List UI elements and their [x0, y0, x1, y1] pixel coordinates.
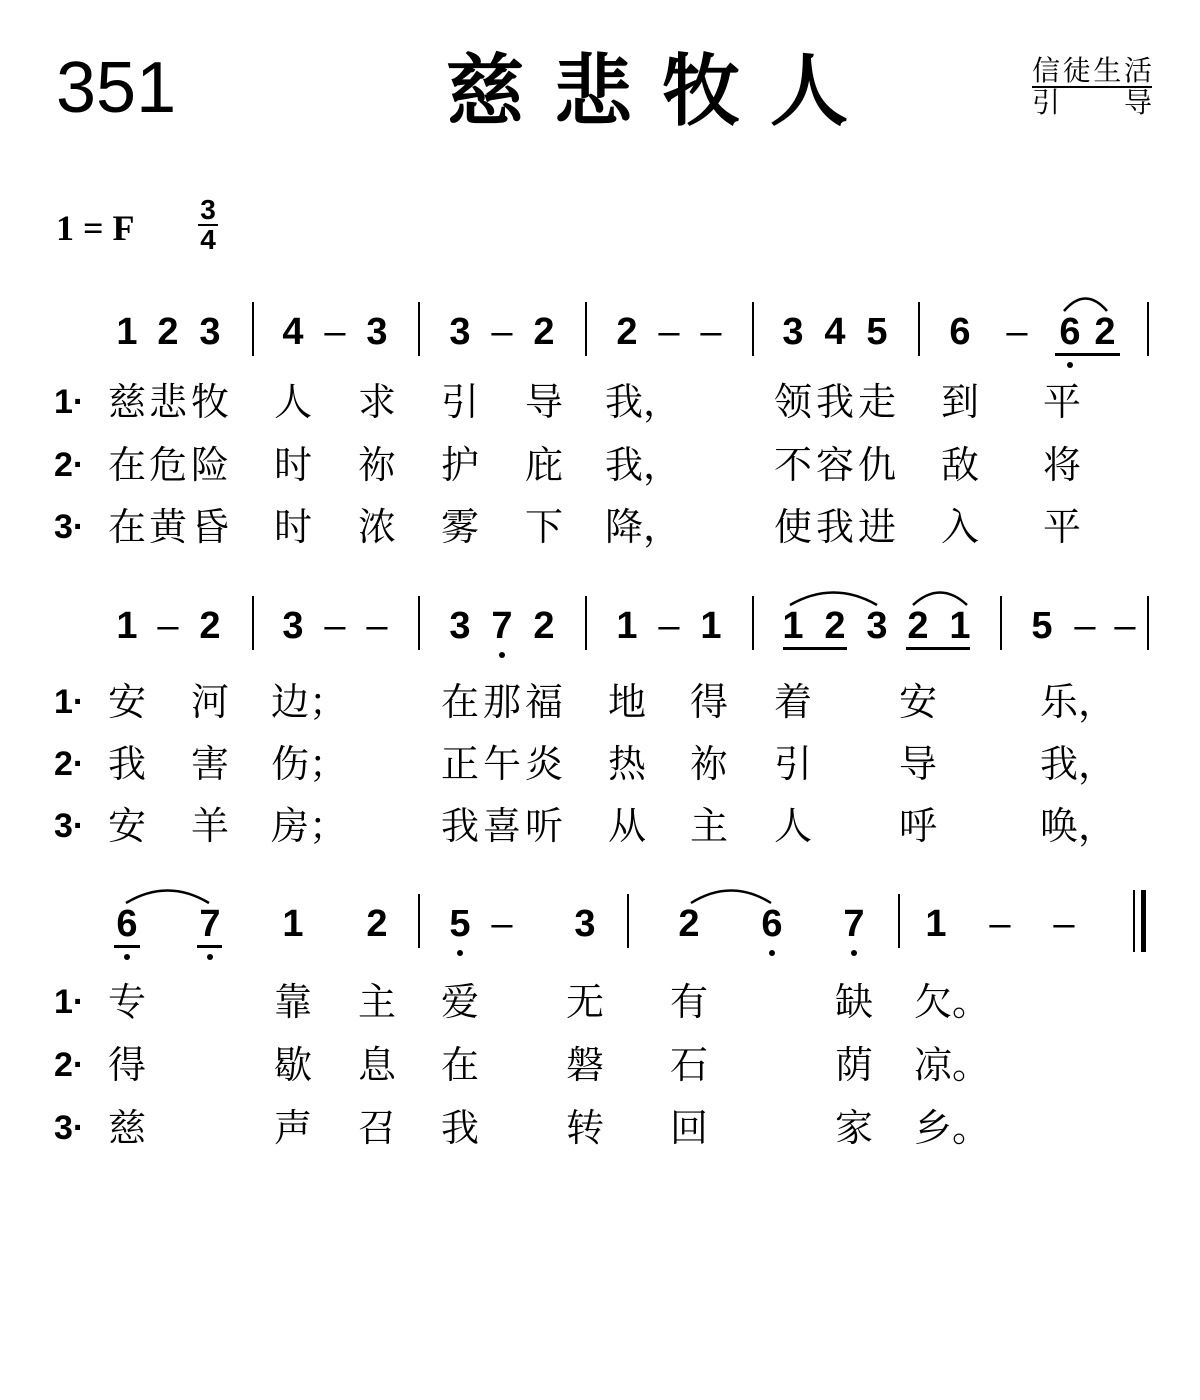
final-barline-thick: [1141, 890, 1146, 952]
lyric-char: 进: [857, 505, 896, 549]
barline: [418, 596, 420, 650]
note-2: 2: [678, 903, 700, 945]
hymn-title: 慈悲牧人: [446, 46, 879, 137]
note-6: 6: [761, 903, 783, 945]
eighth-underline: [906, 647, 970, 650]
lower-octave-dot: [499, 652, 505, 658]
lyric-char: 在: [107, 443, 146, 487]
lyric-char: 我: [815, 505, 854, 549]
verse-number: 2·: [54, 1046, 85, 1084]
lyric-char: 福: [524, 680, 563, 724]
time-signature: [196, 196, 220, 254]
lyric-char: 在: [107, 505, 146, 549]
lyric-char: 引: [773, 742, 812, 786]
note-2: 2: [199, 605, 221, 647]
note-5: 5: [1031, 605, 1053, 647]
lyric-char: 下: [524, 505, 563, 549]
lyric-char: 危: [148, 443, 187, 487]
lyric-char: 引: [440, 380, 479, 424]
category-sub: 引 导: [1032, 86, 1152, 119]
barline: [418, 302, 420, 356]
lyric-char: 我: [440, 804, 479, 848]
lyric-char: 无: [565, 980, 604, 1024]
lyric-char: 午: [482, 742, 521, 786]
hymn-number: 351: [56, 48, 177, 128]
tie-slur: [690, 884, 772, 904]
lyric-char: 喜: [482, 804, 521, 848]
lyric-char: 入: [940, 505, 979, 549]
lyric-char: 不: [773, 443, 812, 487]
note-1: 1: [116, 605, 138, 647]
lyric-char: 转: [565, 1106, 604, 1150]
note-1: 1: [282, 903, 304, 945]
lyric-char: 安: [898, 680, 937, 724]
lyric-char: 使: [773, 505, 812, 549]
tie-slur: [125, 884, 210, 904]
verse-number: 1·: [54, 683, 85, 721]
lower-octave-dot: [1067, 362, 1073, 368]
lyric-char: 在: [440, 1043, 479, 1087]
lyric-char: 呼: [898, 804, 937, 848]
lyric-char: 我: [107, 742, 146, 786]
verse-number: 3·: [54, 508, 85, 546]
note-3: 3: [449, 311, 471, 353]
lower-octave-dot: [457, 950, 463, 956]
lower-octave-dot: [124, 954, 130, 960]
lyric-char: 回: [669, 1106, 708, 1150]
lyric-char: 房；: [271, 804, 348, 848]
note-3: 3: [282, 605, 304, 647]
lyric-char: 声: [273, 1106, 312, 1150]
lyric-char: 慈: [107, 1106, 146, 1150]
lyric-char: 慈: [107, 380, 146, 424]
lyric-char: 庇: [524, 443, 563, 487]
lyric-char: 凉。: [914, 1043, 991, 1087]
lyric-char: 昏: [190, 505, 229, 549]
sustain-dash: –: [324, 311, 346, 353]
lyric-char: 正: [440, 742, 479, 786]
lyric-char: 我，: [1040, 742, 1117, 786]
note-7: 7: [843, 903, 865, 945]
lyric-char: 祢: [357, 443, 396, 487]
lyric-char: 平: [1042, 505, 1081, 549]
lyric-char: 安: [107, 680, 146, 724]
note-2: 2: [157, 311, 179, 353]
sustain-dash: –: [700, 311, 722, 353]
barline: [585, 302, 587, 356]
note-1: 1: [616, 605, 638, 647]
lyric-char: 乐，: [1040, 680, 1117, 724]
lyric-char: 我，: [605, 443, 682, 487]
note-2: 2: [533, 311, 555, 353]
lower-octave-dot: [769, 950, 775, 956]
note-3: 3: [782, 311, 804, 353]
lyric-char: 浓: [357, 505, 396, 549]
tie-slur: [912, 586, 968, 606]
note-6: 6: [949, 311, 971, 353]
note-3: 3: [866, 605, 888, 647]
lyric-char: 歇: [273, 1043, 312, 1087]
lyric-char: 专: [107, 980, 146, 1024]
lyric-char: 边；: [271, 680, 348, 724]
note-3: 3: [199, 311, 221, 353]
lyric-char: 雾: [440, 505, 479, 549]
eighth-underline: [783, 647, 847, 650]
verse-number: 1·: [54, 983, 85, 1021]
final-barline-thin: [1133, 890, 1135, 952]
barline: [418, 894, 420, 948]
note-3: 3: [366, 311, 388, 353]
note-2: 2: [907, 605, 929, 647]
lyric-char: 听: [524, 804, 563, 848]
lyric-char: 主: [689, 804, 728, 848]
lyric-char: 缺: [834, 980, 873, 1024]
key-signature: 1 = F: [56, 208, 135, 248]
note-7: 7: [199, 903, 221, 945]
sustain-dash: –: [658, 311, 680, 353]
barline: [252, 302, 254, 356]
lyric-char: 到: [940, 380, 979, 424]
lyric-char: 从: [607, 804, 646, 848]
eighth-underline: [1055, 353, 1120, 356]
lyric-char: 时: [273, 443, 312, 487]
verse-number: 2·: [54, 446, 85, 484]
lyric-char: 炎: [524, 742, 563, 786]
eighth-underline: [114, 945, 140, 948]
note-1: 1: [782, 605, 804, 647]
sustain-dash: –: [491, 903, 513, 945]
lyric-char: 导: [898, 742, 937, 786]
barline: [752, 302, 754, 356]
lyric-char: 求: [357, 380, 396, 424]
lyric-char: 悲: [148, 380, 187, 424]
lyric-char: 召: [357, 1106, 396, 1150]
verse-number: 3·: [54, 807, 85, 845]
lyric-char: 容: [815, 443, 854, 487]
lyric-char: 热: [607, 742, 646, 786]
lyric-char: 磐: [565, 1043, 604, 1087]
lyric-char: 黄: [148, 505, 187, 549]
barline: [1000, 596, 1002, 650]
lyric-char: 我: [815, 380, 854, 424]
verse-number: 1·: [54, 383, 85, 421]
lower-octave-dot: [207, 954, 213, 960]
lyric-char: 伤；: [271, 742, 348, 786]
note-6: 6: [116, 903, 138, 945]
note-2: 2: [366, 903, 388, 945]
sustain-dash: –: [1074, 605, 1096, 647]
barline: [627, 894, 629, 948]
barline: [752, 596, 754, 650]
lyric-char: 仇: [857, 443, 896, 487]
lyric-char: 靠: [273, 980, 312, 1024]
barline: [918, 302, 920, 356]
lyric-char: 我: [440, 1106, 479, 1150]
lyric-char: 河: [190, 680, 229, 724]
note-3: 3: [449, 605, 471, 647]
note-2: 2: [533, 605, 555, 647]
sustain-dash: –: [989, 903, 1011, 945]
time-signature-bottom: 4: [200, 224, 216, 255]
sustain-dash: –: [491, 311, 513, 353]
sustain-dash: –: [1053, 903, 1075, 945]
lyric-char: 险: [190, 443, 229, 487]
lyric-char: 走: [857, 380, 896, 424]
lyric-char: 安: [107, 804, 146, 848]
lyric-char: 时: [273, 505, 312, 549]
lyric-char: 地: [607, 680, 646, 724]
sustain-dash: –: [324, 605, 346, 647]
lyric-char: 家: [834, 1106, 873, 1150]
lyric-char: 祢: [689, 742, 728, 786]
lyric-char: 得: [107, 1043, 146, 1087]
sustain-dash: –: [366, 605, 388, 647]
lyric-char: 着: [773, 680, 812, 724]
lyric-char: 爱: [440, 980, 479, 1024]
tie-slur: [789, 586, 878, 606]
note-2: 2: [1094, 311, 1116, 353]
note-7: 7: [491, 605, 513, 647]
note-3: 3: [574, 903, 596, 945]
lyric-char: 唤，: [1040, 804, 1117, 848]
lyric-char: 乡。: [914, 1106, 991, 1150]
sustain-dash: –: [1114, 605, 1136, 647]
barline: [252, 596, 254, 650]
lyric-char: 将: [1042, 443, 1081, 487]
lyric-char: 有: [669, 980, 708, 1024]
tie-slur: [1063, 292, 1108, 312]
lyric-char: 害: [190, 742, 229, 786]
note-2: 2: [824, 605, 846, 647]
eighth-underline: [197, 945, 222, 948]
lyric-char: 主: [357, 980, 396, 1024]
note-1: 1: [925, 903, 947, 945]
lyric-char: 欠。: [914, 980, 991, 1024]
lyric-char: 息: [357, 1043, 396, 1087]
barline: [898, 894, 900, 948]
lyric-char: 护: [440, 443, 479, 487]
hymn-category: [1032, 56, 1152, 118]
lyric-char: 得: [689, 680, 728, 724]
lyric-char: 平: [1042, 380, 1081, 424]
verse-number: 2·: [54, 745, 85, 783]
lyric-char: 荫: [834, 1043, 873, 1087]
sustain-dash: –: [1006, 311, 1028, 353]
note-5: 5: [866, 311, 888, 353]
lyric-char: 我，: [605, 380, 682, 424]
lyric-char: 在: [440, 680, 479, 724]
lyric-char: 降，: [605, 505, 682, 549]
lyric-char: 领: [773, 380, 812, 424]
note-4: 4: [824, 311, 846, 353]
lyric-char: 那: [482, 680, 521, 724]
note-2: 2: [616, 311, 638, 353]
lyric-char: 羊: [190, 804, 229, 848]
note-4: 4: [282, 311, 304, 353]
lyric-char: 敌: [940, 443, 979, 487]
sustain-dash: –: [157, 605, 179, 647]
lyric-char: 导: [524, 380, 563, 424]
barline: [585, 596, 587, 650]
category-main: 信徒生活: [1032, 54, 1152, 87]
lower-octave-dot: [851, 950, 857, 956]
lyric-char: 牧: [190, 380, 229, 424]
note-1: 1: [116, 311, 138, 353]
note-1: 1: [949, 605, 971, 647]
lyric-char: 石: [669, 1043, 708, 1087]
note-5: 5: [449, 903, 471, 945]
barline: [1147, 596, 1149, 650]
time-signature-top: 3: [200, 194, 216, 225]
sustain-dash: –: [658, 605, 680, 647]
lyric-char: 人: [773, 804, 812, 848]
barline: [1147, 302, 1149, 356]
lyric-char: 人: [273, 380, 312, 424]
note-6: 6: [1059, 311, 1081, 353]
note-1: 1: [700, 605, 722, 647]
verse-number: 3·: [54, 1109, 85, 1147]
